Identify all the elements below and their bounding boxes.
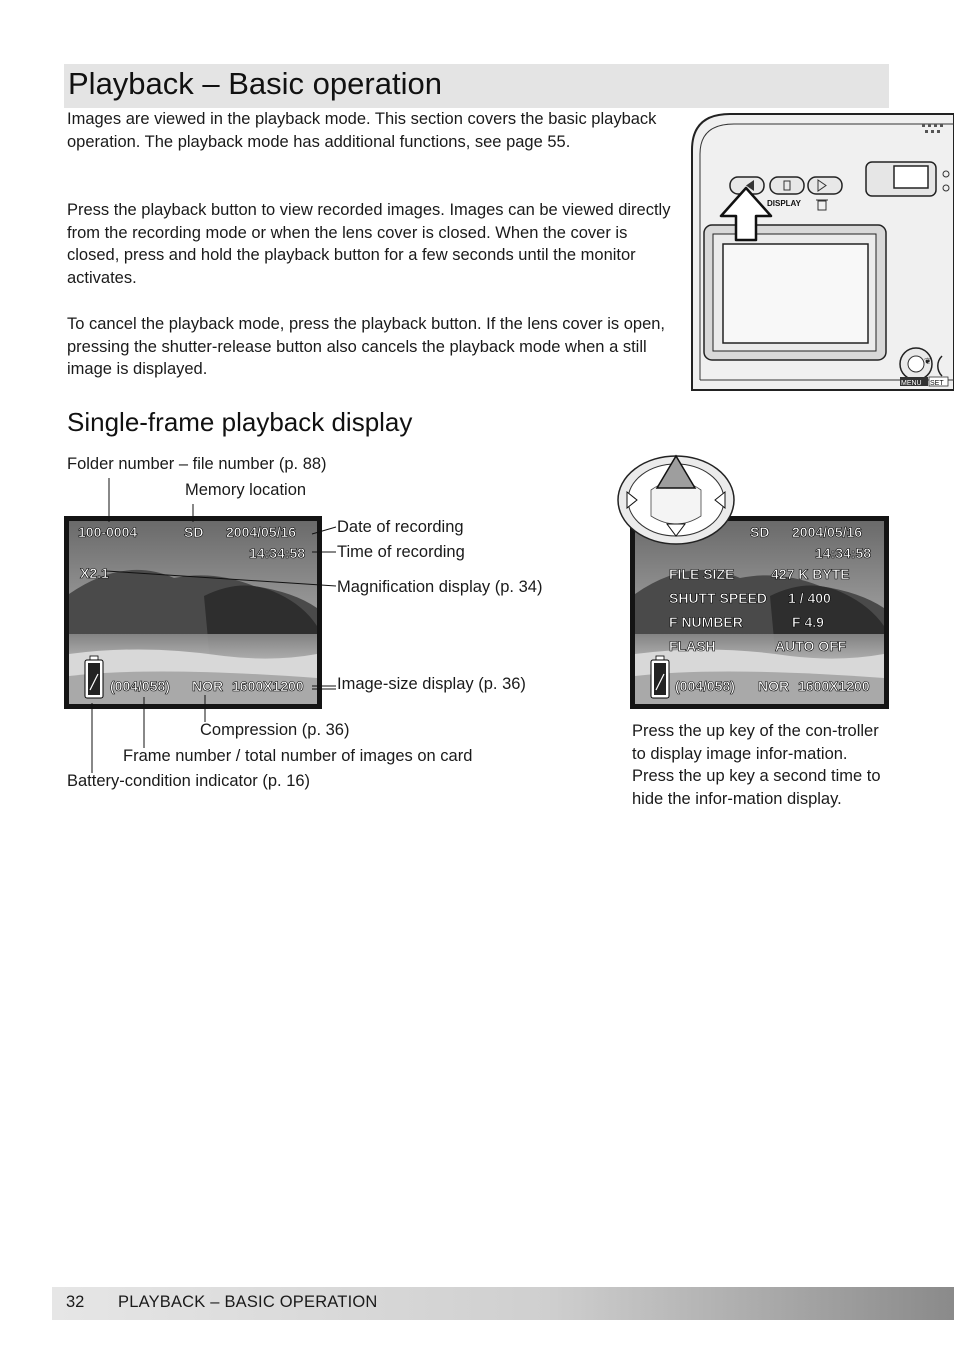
section-title: Single-frame playback display — [67, 407, 413, 437]
info-key: SHUTT SPEED — [669, 590, 768, 606]
info-key: F NUMBER — [669, 614, 743, 630]
recording-time: 14:34:58 — [815, 545, 872, 561]
recording-date: 2004/05/16 — [792, 524, 863, 540]
info-value: 1 / 400 — [788, 590, 831, 606]
image-size-display: 1600X1200 — [232, 678, 304, 694]
intro-paragraph-2: Press the playback button to view recorded images. Images can be viewed directly from the recording mode or when the lens cover is closed. When the cover is closed, press and hold the playback button for a few seconds until the monitor activates. — [67, 201, 671, 288]
compression-display: NOR — [758, 678, 790, 694]
info-key: FILE SIZE — [669, 566, 735, 582]
intro-paragraph-3: To cancel the playback mode, press the playback button. If the lens cover is open, pressing the shutter-release button also cancels the playback mode when a still image is displayed. — [67, 315, 666, 379]
label-compression: Compression (p. 36) — [200, 721, 350, 739]
recording-time: 14:34:58 — [249, 545, 306, 561]
label-frame-number: Frame number / total number of images on card — [123, 747, 473, 765]
memory-location: SD — [184, 524, 204, 540]
info-value: 427 K BYTE — [771, 566, 850, 582]
label-battery-indicator: Battery-condition indicator (p. 16) — [67, 772, 311, 790]
page-number: 32 — [66, 1293, 85, 1311]
label-time-of-recording: Time of recording — [337, 543, 465, 561]
recording-date: 2004/05/16 — [226, 524, 297, 540]
label-folder-file-number: Folder number – file number (p. 88) — [67, 455, 327, 473]
info-key: FLASH — [669, 638, 716, 654]
controller-up-key-icon — [615, 452, 739, 548]
svg-text:❦: ❦ — [924, 356, 932, 366]
magnification-display: X2.1 — [80, 565, 109, 581]
compression-display: NOR — [192, 678, 224, 694]
footer-section-title: PLAYBACK – BASIC OPERATION — [118, 1293, 378, 1311]
menu-label: MENU — [901, 380, 922, 387]
label-date-of-recording: Date of recording — [337, 518, 464, 536]
folder-file-number: 100-0004 — [78, 524, 138, 540]
page-title: Playback – Basic operation — [68, 66, 442, 101]
label-image-size-display: Image-size display (p. 36) — [337, 675, 526, 693]
info-value: AUTO OFF — [775, 638, 847, 654]
label-memory-location: Memory location — [185, 481, 307, 499]
battery-icon — [651, 656, 669, 698]
frame-count: (004/058) — [110, 678, 170, 694]
display-button-label: DISPLAY — [767, 199, 801, 208]
info-value: F 4.9 — [792, 614, 824, 630]
label-magnification-display: Magnification display (p. 34) — [337, 578, 543, 596]
frame-count: (004/058) — [675, 678, 735, 694]
image-size-display: 1600X1200 — [798, 678, 870, 694]
set-label: SET — [930, 380, 944, 387]
memory-location: SD — [750, 524, 770, 540]
info-display-caption: Press the up key of the con-troller to display image infor-mation. Press the up key a second time to hide the infor-mation display. — [632, 722, 881, 809]
intro-paragraph-1: Images are viewed in the playback mode. This section covers the basic playback operation. The playback mode has additional functions, see page 55. — [67, 110, 657, 151]
